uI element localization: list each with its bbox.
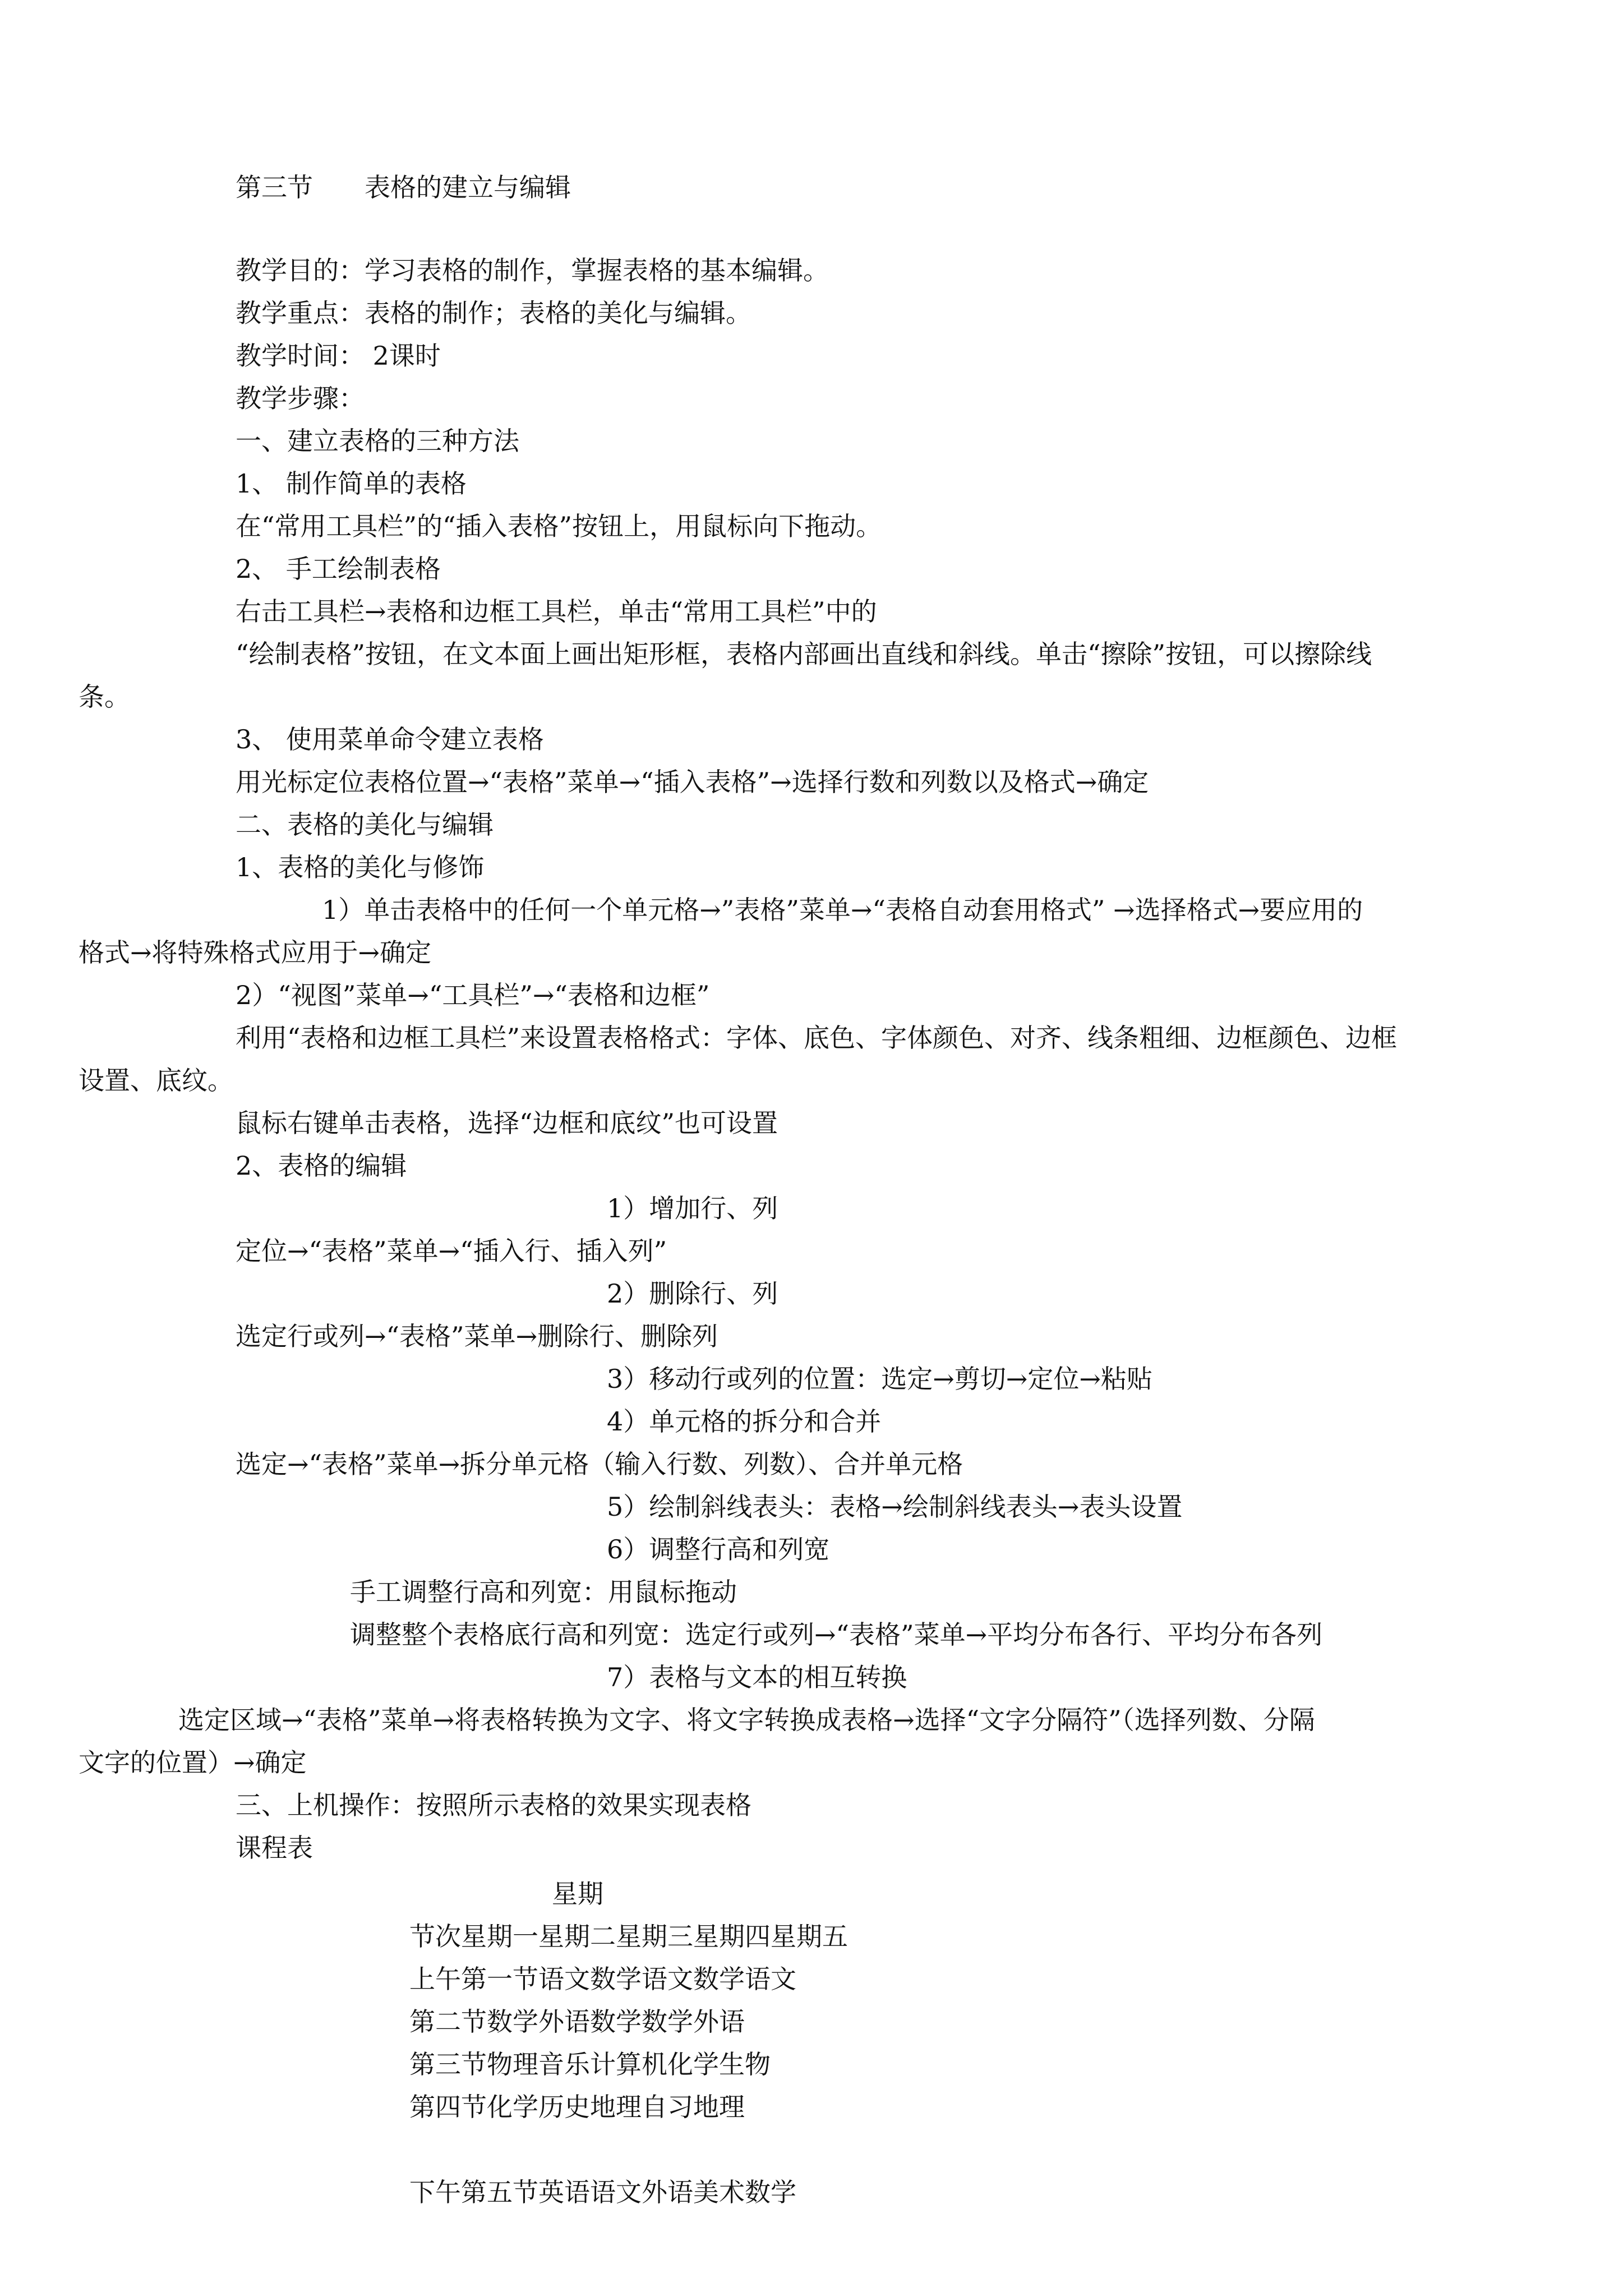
section-title bbox=[236, 166, 571, 209]
table-caption: 课程表 bbox=[236, 1833, 313, 1863]
part1-item2-text2-line1: “绘制表格”按钮，在文本面上画出矩形框，表格内部画出直线和斜线。单击“擦除”按钮，可以擦除线 bbox=[236, 639, 1372, 669]
part3-heading: 三、上机操作：按照所示表格的效果实现表格 bbox=[236, 1790, 751, 1820]
part1-item2-title: 2、 手工绘制表格 bbox=[236, 554, 441, 584]
table-row: 节次星期一星期二星期三星期四星期五 bbox=[409, 1921, 848, 1952]
part2-sub1-title: 1、表格的美化与修饰 bbox=[236, 852, 485, 882]
edit4-text: 选定→“表格”菜单→拆分单元格（输入行数、列数）、合并单元格 bbox=[236, 1449, 963, 1479]
edit1-text: 定位→“表格”菜单→“插入行、插入列” bbox=[236, 1236, 667, 1266]
part2-sub1-step2-text-line1: 利用“表格和边框工具栏”来设置表格格式：字体、底色、字体颜色、对齐、线条粗细、边框颜色、边框 bbox=[236, 1023, 1398, 1053]
table-row: 下午第五节英语语文外语美术数学 bbox=[409, 2177, 796, 2207]
part1-item1-text: 在“常用工具栏”的“插入表格”按钮上，用鼠标向下拖动。 bbox=[236, 511, 882, 541]
part2-sub1-step2-text-line2: 设置、底纹。 bbox=[79, 1065, 233, 1096]
table-header-top: 星期 bbox=[552, 1879, 603, 1909]
edit7-title: 7）表格与文本的相互转换 bbox=[607, 1662, 907, 1692]
section-name: 表格的建立与编辑 bbox=[365, 172, 571, 203]
edit7-text-line1: 选定区域→“表格”菜单→将表格转换为文字、将文字转换成表格→选择“文字分隔符”（选择列数、分隔 bbox=[178, 1705, 1315, 1735]
part1-item2-text1: 右击工具栏→表格和边框工具栏，单击“常用工具栏”中的 bbox=[236, 596, 877, 627]
table-row: 第四节化学历史地理自习地理 bbox=[409, 2092, 745, 2122]
part2-sub1-step2: 2）“视图”菜单→“工具栏”→“表格和边框” bbox=[236, 980, 710, 1010]
teaching-focus: 教学重点：表格的制作；表格的美化与编辑。 bbox=[236, 298, 751, 328]
table-row: 上午第一节语文数学语文数学语文 bbox=[409, 1964, 796, 1994]
edit3-title: 3）移动行或列的位置：选定→剪切→定位→粘贴 bbox=[607, 1364, 1152, 1394]
part1-item1-title: 1、 制作简单的表格 bbox=[236, 468, 467, 499]
table-row: 第二节数学外语数学数学外语 bbox=[409, 2007, 745, 2037]
part2-sub2-title: 2、表格的编辑 bbox=[236, 1151, 407, 1181]
edit6-text2: 调整整个表格底行高和列宽：选定行或列→“表格”菜单→平均分布各行、平均分布各列 bbox=[350, 1619, 1323, 1650]
edit6-title: 6）调整行高和列宽 bbox=[607, 1534, 830, 1565]
edit7-text-line2: 文字的位置）→确定 bbox=[79, 1747, 307, 1778]
edit4-title: 4）单元格的拆分和合并 bbox=[607, 1406, 882, 1437]
teaching-time: 教学时间： 2课时 bbox=[236, 341, 441, 371]
edit5-title: 5）绘制斜线表头：表格→绘制斜线表头→表头设置 bbox=[607, 1492, 1183, 1522]
part2-sub1-step2-alt: 鼠标右键单击表格，选择“边框和底纹”也可设置 bbox=[236, 1108, 778, 1138]
section-number: 第三节 bbox=[236, 172, 313, 203]
part1-item3-title: 3、 使用菜单命令建立表格 bbox=[236, 724, 544, 754]
part1-item3-text: 用光标定位表格位置→“表格”菜单→“插入表格”→选择行数和列数以及格式→确定 bbox=[236, 767, 1149, 797]
part1-item2-text2-line2: 条。 bbox=[79, 682, 130, 712]
table-row: 第三节物理音乐计算机化学生物 bbox=[409, 2049, 771, 2079]
part1-heading: 一、建立表格的三种方法 bbox=[236, 426, 519, 456]
teaching-steps: 教学步骤： bbox=[236, 383, 365, 413]
edit1-title: 1）增加行、列 bbox=[607, 1193, 778, 1223]
part2-heading: 二、表格的美化与编辑 bbox=[236, 809, 494, 840]
part2-sub1-step1-line2: 格式→将特殊格式应用于→确定 bbox=[79, 937, 432, 968]
teaching-purpose: 教学目的：学习表格的制作，掌握表格的基本编辑。 bbox=[236, 255, 829, 286]
edit2-text: 选定行或列→“表格”菜单→删除行、删除列 bbox=[236, 1321, 718, 1351]
edit6-text1: 手工调整行高和列宽：用鼠标拖动 bbox=[350, 1577, 737, 1607]
edit2-title: 2）删除行、列 bbox=[607, 1278, 778, 1309]
part2-sub1-step1-line1: 1）单击表格中的任何一个单元格→”表格”菜单→“表格自动套用格式” →选择格式→要应用的 bbox=[322, 895, 1363, 925]
